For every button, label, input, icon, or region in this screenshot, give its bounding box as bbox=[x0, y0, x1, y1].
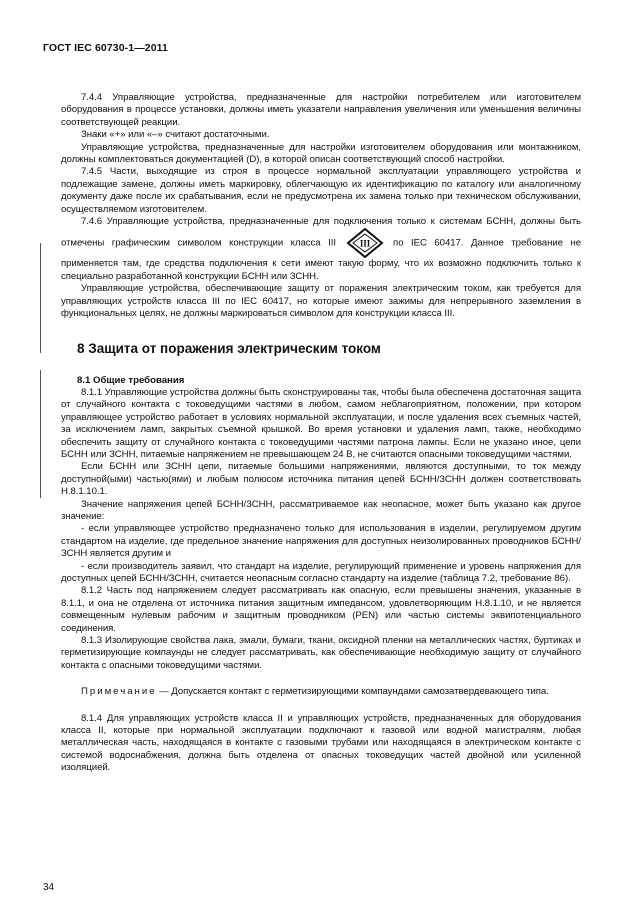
page-number: 34 bbox=[43, 882, 55, 893]
clause-7-4-6-part1: 7.4.6 Управляющие устройства, предназначенные для подключения только к системам БСНН, должны быть отмечены графическим символом конструкции класса III bbox=[61, 216, 581, 249]
subsection-8-1-title: 8.1 Общие требования bbox=[77, 374, 185, 386]
clause-7-4-4: 7.4.4 Управляющие устройства, предназначенные для настройки потребителем или изготовителем оборудования в процессе установки, должны иметь указатели направления увеличения или уменьшения величины соответствующей реакции. bbox=[61, 92, 581, 128]
clause-8-1-1-item1: - если управляющее устройство предназначено только для использования в изделии, регулируемом другим стандартом на изделие, где предельное значение напряжения для доступных неизолированных проводников БСНН/ЗСНН является другим и bbox=[61, 523, 581, 560]
clause-7-4-5: 7.4.5 Части, выходящие из строя в процессе нормальной эксплуатации управляющего устройства и подлежащие замене, должны иметь маркировку, облегчающую их идентификацию по каталогу или аналогичному документу даже после их срабатывания, если не предусмотрена их замена только при техническом обслуживании, осуществляемом изготовителем. bbox=[61, 166, 581, 215]
clause-7-4-4-signs: Знаки «+» или «–» считают достаточными. bbox=[81, 129, 270, 141]
class-iii-symbol-label: III bbox=[359, 238, 370, 249]
clause-8-1-3: 8.1.3 Изолирующие свойства лака, эмали, бумаги, ткани, оксидной пленки на металлических частях, буртиках и герметизирующие компаунды не следует рассматривать, как обеспечивающие необходимую защиту от случайного контакта с опасными токоведущими частями. bbox=[61, 635, 581, 671]
note-text: — Допускается контакт с герметизирующими компаундами самозатвердевающего типа. bbox=[156, 686, 549, 698]
change-bar bbox=[40, 243, 41, 353]
note-label: Примечание bbox=[81, 686, 157, 698]
clause-8-1-1: 8.1.1 Управляющие устройства должны быть сконструированы так, чтобы была обеспечена достаточная защита от случайного контакта с токоведущими частями в любом, самом неблагоприятном, положении, при котором управляющее устройство работает в условиях нормальной эксплуатации, и после удаления всех съемных частей, за исключением ламп, закрытых съемной крышкой. Во время установки и удаления ламп, также, необходимо обеспечить защиту от случайного контакта с токоведущими частями патрона лампы. Если не указано иное, цепи БСНН или ЗСНН, питаемые напряжением не превышающем 24 В, не считаются опасными токоведущими частями. bbox=[61, 386, 581, 460]
clause-7-4-6 bbox=[61, 216, 581, 283]
change-bar bbox=[40, 370, 41, 498]
clause-7-4-6-part2: по IEC 60417. Данное требование не применяется там, где средства подключения к сети имеют такую форму, что их возможно подключить только к специально разработанной конструкции БСНН или ЗСНН. bbox=[61, 238, 581, 282]
clause-7-4-4-installers: Управляющие устройства, предназначенные для настройки изготовителем оборудования или монтажником, должны комплектоваться документацией (D), в которой описан соответствующий способ настройки. bbox=[61, 141, 581, 166]
clause-8-1-4: 8.1.4 Для управляющих устройств класса II и управляющих устройств, предназначенных для оборудования класса II, которые при нормальной эксплуатации подключают к газовой или водной магистралям, любая металлическая часть, находящаяся в контакте с газовыми трубами или находящаяся в электрическом контакте с системой водоснабжения, должна быть отделена от опасных токоведущих частей двойной или усиленной изоляцией. bbox=[61, 712, 581, 774]
section-8-title: 8 Защита от поражения электрическим током bbox=[77, 340, 381, 356]
clause-7-4-6-class-iii: Управляющие устройства, обеспечивающие защиту от поражения электрическим током, как требуется для управляющих устройств класса III по IEC 60417, но которые имеют зажимы для непрерывного заземления в функциональных целях, не должны маркироваться символом для конструкции класса III. bbox=[61, 283, 581, 320]
page-body bbox=[61, 92, 581, 775]
clause-8-1-1-item2: - если производитель заявил, что стандарт на изделие, регулирующий применение и уровень напряжения для доступных цепей БСНН/ЗСНН, считается неопасным согласно стандарту на изделие (таблица 7.2, требование 86). bbox=[61, 560, 581, 584]
note bbox=[61, 686, 581, 698]
clause-8-1-2: 8.1.2 Часть под напряжением следует рассматривать как опасную, если превышены значения, указанные в 8.1.1, и она не отделена от источника питания защитным импедансом, удовлетворяющим Н.8.1.10, и не является совмещенным нулевым рабочим и защитным проводником (PEN) или частью системы эквипотенциального соединения. bbox=[61, 585, 581, 634]
class-iii-symbol-icon bbox=[346, 228, 384, 258]
clause-8-1-1-voltage: Значение напряжения цепей БСНН/ЗСНН, рассматриваемое как неопасное, может быть указано как другое значение: bbox=[61, 498, 581, 522]
clause-8-1-1-selv: Если БСНН или ЗСНН цепи, питаемые большими напряжениями, являются доступными, то ток между доступной(ыми) частью(ями) и любым полюсом источника питания цепей БСНН/ЗСНН должен соответствовать Н.8.1.10.1. bbox=[61, 461, 581, 498]
document-header: ГОСТ IEC 60730-1—2011 bbox=[43, 42, 168, 54]
